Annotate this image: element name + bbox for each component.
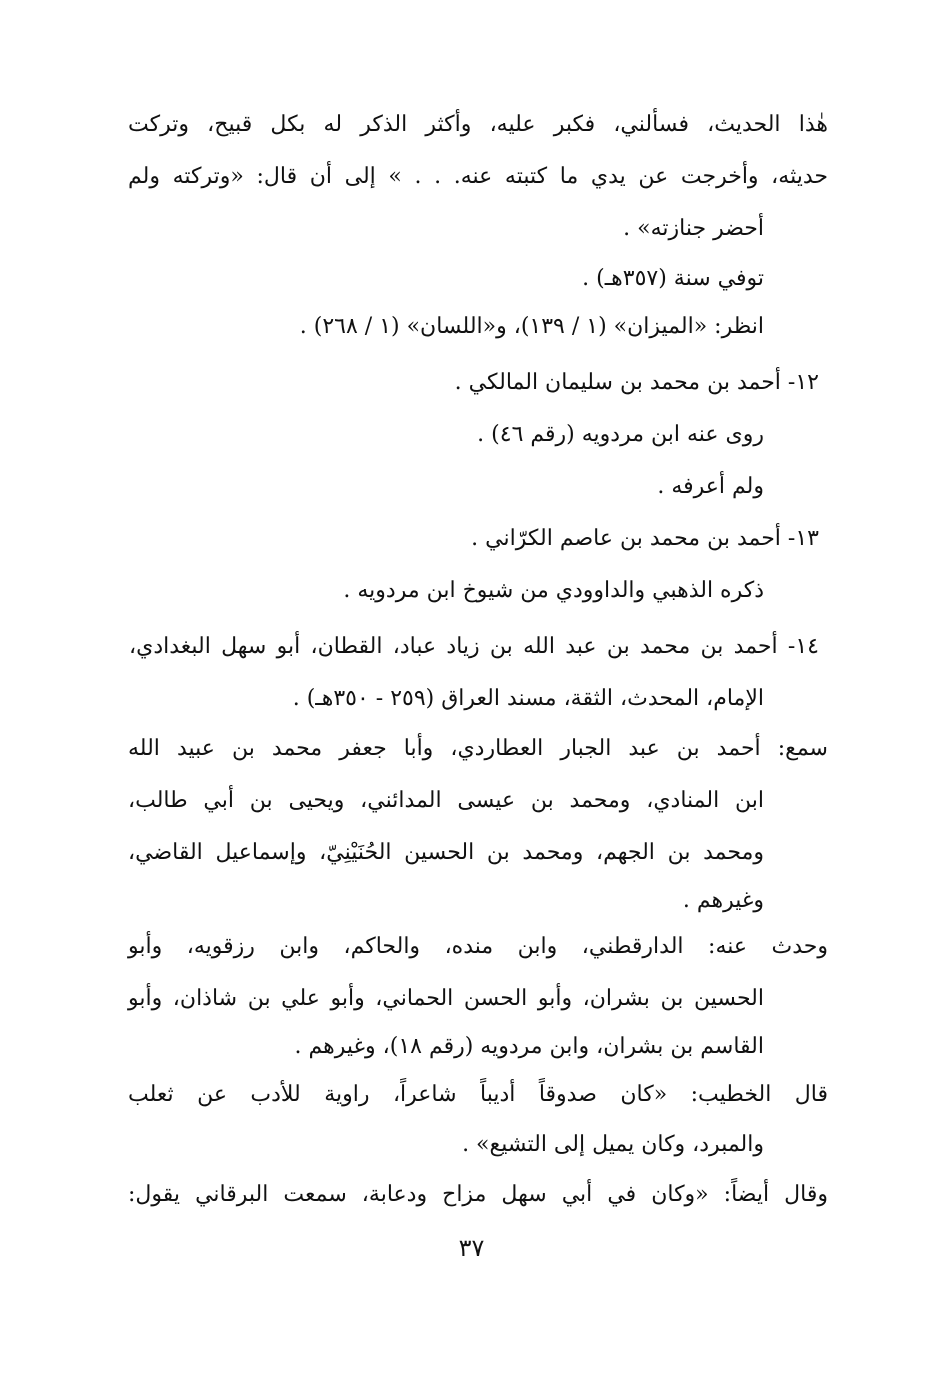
text-line: حديثه، وأخرجت عن يدي ما كتبته عنه. . . » إلى أن قال: «وتركته ولم xyxy=(128,164,828,189)
page-number: ٣٧ xyxy=(458,1234,485,1262)
text-line: ومحمد بن الجهم، ومحمد بن الحسين الحُنَيْنِيّ، وإسماعيل القاضي، xyxy=(128,840,764,865)
reference-line: انظر: «الميزان» (١ / ١٣٩)، و«اللسان» (١ / ٢٦٨) . xyxy=(299,314,764,339)
text-line: وقال أيضاً: «وكان في أبي سهل مزاح ودعابة، سمعت البرقاني يقول: xyxy=(128,1182,828,1207)
text-line: القاسم بن بشران، وابن مردويه (رقم ١٨)، وغيرهم . xyxy=(294,1034,764,1059)
text-line: وغيرهم . xyxy=(682,888,764,913)
text-line: سمع: أحمد بن عبد الجبار العطاردي، وأبا جعفر محمد بن عبيد الله xyxy=(128,736,828,761)
text-line: توفي سنة (٣٥٧هـ) . xyxy=(582,266,764,291)
text-line: والمبرد، وكان يميل إلى التشيع» . xyxy=(462,1132,764,1157)
text-line: الحسين بن بشران، وأبو الحسن الحماني، وأبو علي بن شاذان، وأبو xyxy=(128,986,764,1011)
entry-heading-14-cont: الإمام، المحدث، الثقة، مسند العراق (٢٥٩ - ٣٥٠هـ) . xyxy=(292,686,764,711)
text-line: روى عنه ابن مردويه (رقم ٤٦) . xyxy=(477,422,764,447)
entry-heading-14: ١٤- أحمد بن محمد بن عبد الله بن زياد عباد، القطان، أبو سهل البغدادي، xyxy=(129,634,819,659)
text-line: أحضر جنازته» . xyxy=(623,216,764,241)
text-line: ولم أعرفه . xyxy=(657,474,764,499)
entry-heading-12: ١٢- أحمد بن محمد بن سليمان المالكي . xyxy=(454,370,819,395)
text-line: ابن المنادي، ومحمد بن عيسى المدائني، ويحيى بن أبي طالب، xyxy=(128,788,764,813)
text-line: وحدث عنه: الدارقطني، وابن منده، والحاكم، وابن رزقويه، وأبو xyxy=(128,934,828,959)
text-line: هٰذا الحديث، فسألني، فكبر عليه، وأكثر الذكر له بكل قبيح، وتركت xyxy=(128,112,828,137)
text-line: قال الخطيب: «كان صدوقاً أديباً شاعراً، راوية للأدب عن ثعلب xyxy=(128,1082,828,1107)
text-line: ذكره الذهبي والداوودي من شيوخ ابن مردويه . xyxy=(343,578,764,603)
entry-heading-13: ١٣- أحمد بن محمد بن عاصم الكرّاني . xyxy=(471,526,819,551)
